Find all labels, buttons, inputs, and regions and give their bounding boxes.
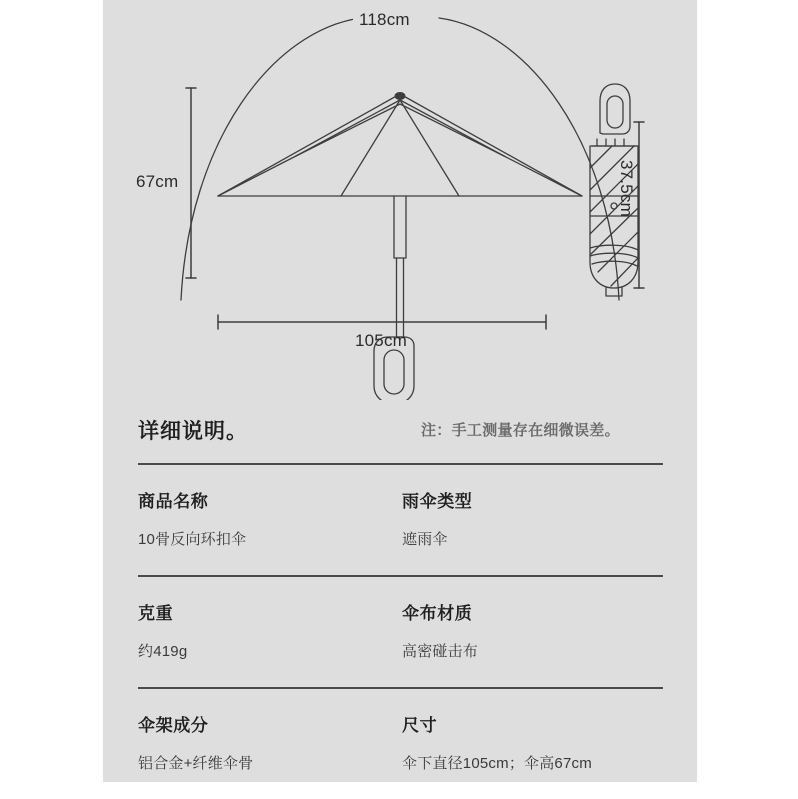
- shaft-lower: [397, 258, 404, 337]
- canopy-finial: [395, 92, 406, 100]
- spec-value: 伞下直径105cm；伞高67cm: [402, 755, 592, 772]
- handle-inner-loop: [384, 350, 404, 394]
- spec-key: 伞布材质: [402, 604, 473, 623]
- spec-cell-weight: [138, 599, 399, 661]
- folded-handle-outline: [600, 84, 630, 134]
- spec-cell-fabric: [399, 599, 663, 661]
- measurement-note: 注：手工测量存在细微误差。: [421, 422, 620, 439]
- dimension-label-folded-length: 37.5cm: [617, 160, 636, 217]
- spec-cell-size: [399, 711, 663, 773]
- canopy-panel-edge: [218, 104, 582, 196]
- content-panel: [103, 0, 697, 782]
- shaft-upper: [394, 196, 406, 258]
- dimension-label-canopy-height: 67cm: [136, 172, 179, 191]
- specification-title: 详细说明。: [138, 420, 248, 443]
- spec-key: 雨伞类型: [402, 492, 473, 511]
- canopy-upper-edge: [218, 94, 582, 196]
- canopy-rib-1: [296, 100, 400, 156]
- canopy-rib-3: [400, 100, 459, 196]
- spec-value: 高密碰击布: [402, 643, 479, 660]
- folded-handle-inner-loop: [607, 96, 623, 128]
- dimension-label-canopy-arc: 118cm: [353, 10, 416, 30]
- canopy-arc-right: [439, 18, 619, 300]
- spec-cell-product-name: [138, 487, 399, 549]
- canopy-rib-4: [400, 100, 504, 156]
- folded-pleat-6: [598, 232, 638, 272]
- canopy-arc-left: [181, 18, 361, 300]
- spec-value: 遮雨伞: [402, 531, 448, 548]
- umbrella-dimension-diagram: [103, 0, 697, 400]
- spec-value: 约419g: [138, 643, 188, 660]
- folded-pleat-1: [590, 146, 612, 168]
- spec-key: 商品名称: [138, 492, 209, 511]
- spec-cell-umbrella-type: [399, 487, 663, 549]
- spec-key: 伞架成分: [138, 716, 209, 735]
- specification-table: [138, 415, 663, 799]
- folded-tip: [606, 288, 622, 296]
- spec-cell-frame-material: [138, 711, 399, 773]
- table-row: [138, 689, 663, 799]
- spec-key: 尺寸: [402, 716, 438, 735]
- canopy-rib-2: [341, 100, 400, 196]
- table-row: [138, 577, 663, 687]
- dimension-label-canopy-width: 105cm: [355, 331, 408, 350]
- spec-value: 铝合金+纤维伞骨: [138, 755, 254, 772]
- table-row: [138, 465, 663, 575]
- spec-key: 克重: [138, 604, 174, 623]
- spec-value: 10骨反向环扣伞: [138, 531, 247, 548]
- specification-header: [138, 415, 663, 463]
